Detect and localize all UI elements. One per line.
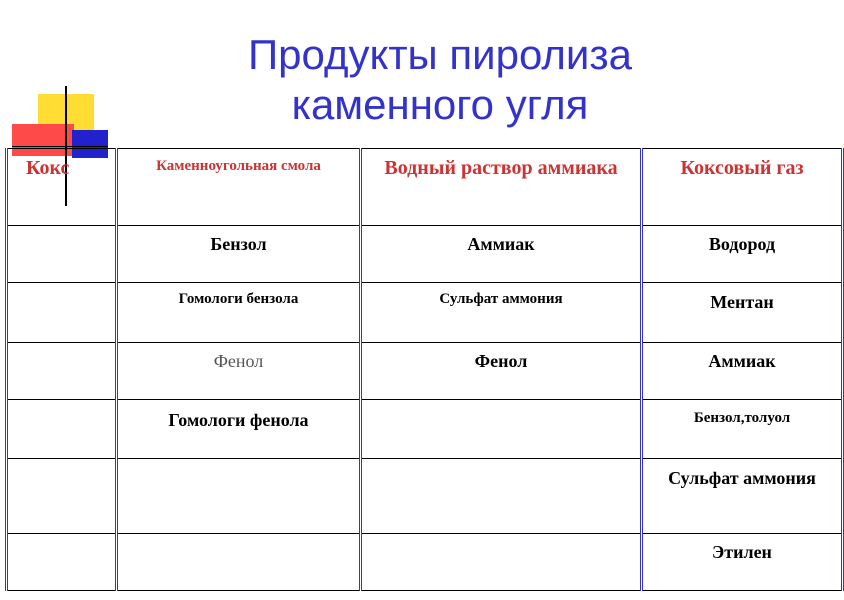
table-cell	[361, 400, 642, 459]
header-coke-gas: Коксовый газ	[642, 149, 843, 226]
table-cell: Водород	[642, 226, 843, 283]
table-row	[7, 400, 843, 459]
table-cell	[117, 534, 361, 591]
slide-title-line-1: Продукты пиролиза	[247, 31, 632, 78]
pyrolysis-products-table	[5, 148, 844, 591]
table-cell: Фенол	[117, 343, 361, 400]
table-row	[7, 459, 843, 534]
table-row	[7, 343, 843, 400]
header-coke: Кокс	[7, 149, 117, 226]
table-cell	[7, 400, 117, 459]
table-cell: Сульфат аммония	[361, 283, 642, 343]
table-cell	[7, 459, 117, 534]
table-row	[7, 534, 843, 591]
table-cell	[7, 226, 117, 283]
table-row	[7, 226, 843, 283]
slide-title-line-2: каменного угля	[291, 81, 589, 128]
header-ammonia-solution: Водный раствор аммиака	[361, 149, 642, 226]
table-cell: Бензол,толуол	[642, 400, 843, 459]
table-cell: Этилен	[642, 534, 843, 591]
table-cell	[361, 459, 642, 534]
header-coal-tar: Каменноугольная смола	[117, 149, 361, 226]
table-row	[7, 283, 843, 343]
table-cell: Бензол	[117, 226, 361, 283]
table-cell: Аммиак	[642, 343, 843, 400]
table-cell: Аммиак	[361, 226, 642, 283]
table-cell: Гомологи фенола	[117, 400, 361, 459]
table-cell: Сульфат аммония	[642, 459, 843, 534]
table-cell: Ментан	[642, 283, 843, 343]
table-cell	[7, 534, 117, 591]
decor-horizontal-line	[12, 146, 108, 147]
table-cell	[7, 343, 117, 400]
table-cell: Фенол	[361, 343, 642, 400]
table-cell	[7, 283, 117, 343]
table-cell	[361, 534, 642, 591]
slide-title	[150, 30, 730, 130]
table-cell: Гомологи бензола	[117, 283, 361, 343]
table-header-row	[7, 149, 843, 226]
table-cell	[117, 459, 361, 534]
